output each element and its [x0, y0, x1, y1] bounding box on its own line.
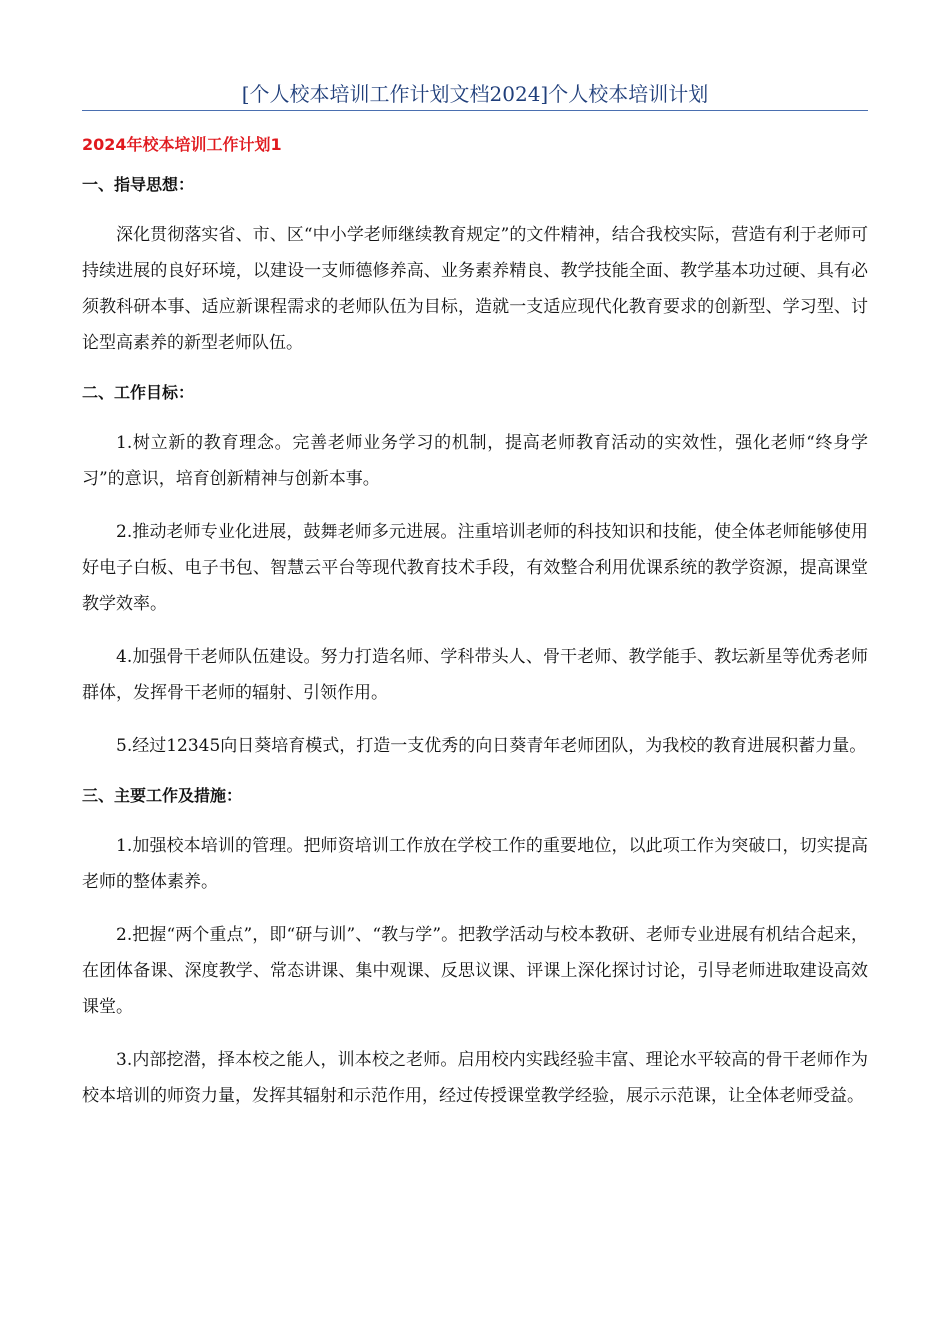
paragraph: 1.加强校本培训的管理。把师资培训工作放在学校工作的重要地位，以此项工作为突破口，切实提高老师的整体素养。: [82, 836, 868, 892]
paragraph: 4.加强骨干老师队伍建设。努力打造名师、学科带头人、骨干老师、教学能手、教坛新星等优秀老师群体，发挥骨干老师的辐射、引领作用。: [82, 647, 868, 703]
section-heading-work-goals: 二、工作目标：: [82, 383, 195, 402]
paragraph: 5.经过12345向日葵培育模式，打造一支优秀的向日葵青年老师团队，为我校的教育进展积蓄力量。: [116, 736, 867, 756]
paragraph: 2.把握“两个重点”，即“研与训”、“教与学”。把教学活动与校本教研、老师专业进展有机结合起来，在团体备课、深度教学、常态讲课、集中观课、反思议课、评课上深化探讨讨论，引导老师进取建设高效课堂。: [82, 925, 868, 1017]
document-body: [82, 126, 868, 1114]
paragraph: 2.推动老师专业化进展，鼓舞老师多元进展。注重培训老师的科技知识和技能，使全体老师能够使用好电子白板、电子书包、智慧云平台等现代教育技术手段，有效整合利用优课系统的教学资源，提高课堂教学效率。: [82, 522, 868, 614]
header-divider: [82, 110, 868, 111]
paragraph: 深化贯彻落实省、市、区“中小学老师继续教育规定”的文件精神，结合我校实际，营造有利于老师可持续进展的良好环境，以建设一支师德修养高、业务素养精良、教学技能全面、教学基本功过硬、具有必须教科研本事、适应新课程需求的老师队伍为目标，造就一支适应现代化教育要求的创新型、学习型、讨论型高素养的新型老师队伍。: [82, 225, 868, 353]
page-header-title: [个人校本培训工作计划文档2024]个人校本培训计划: [241, 82, 709, 106]
paragraph: 1.树立新的教育理念。完善老师业务学习的机制，提高老师教育活动的实效性，强化老师“终身学习”的意识，培育创新精神与创新本事。: [82, 433, 868, 489]
section-heading-main-work-measures: 三、主要工作及措施：: [82, 786, 243, 805]
document-title: 2024年校本培训工作计划1: [82, 135, 282, 154]
section-heading-guiding-ideology: 一、指导思想：: [82, 175, 195, 194]
paragraph: 3.内部挖潜，择本校之能人，训本校之老师。启用校内实践经验丰富、理论水平较高的骨干老师作为校本培训的师资力量，发挥其辐射和示范作用，经过传授课堂教学经验，展示示范课，让全体老师受益。: [82, 1050, 868, 1106]
